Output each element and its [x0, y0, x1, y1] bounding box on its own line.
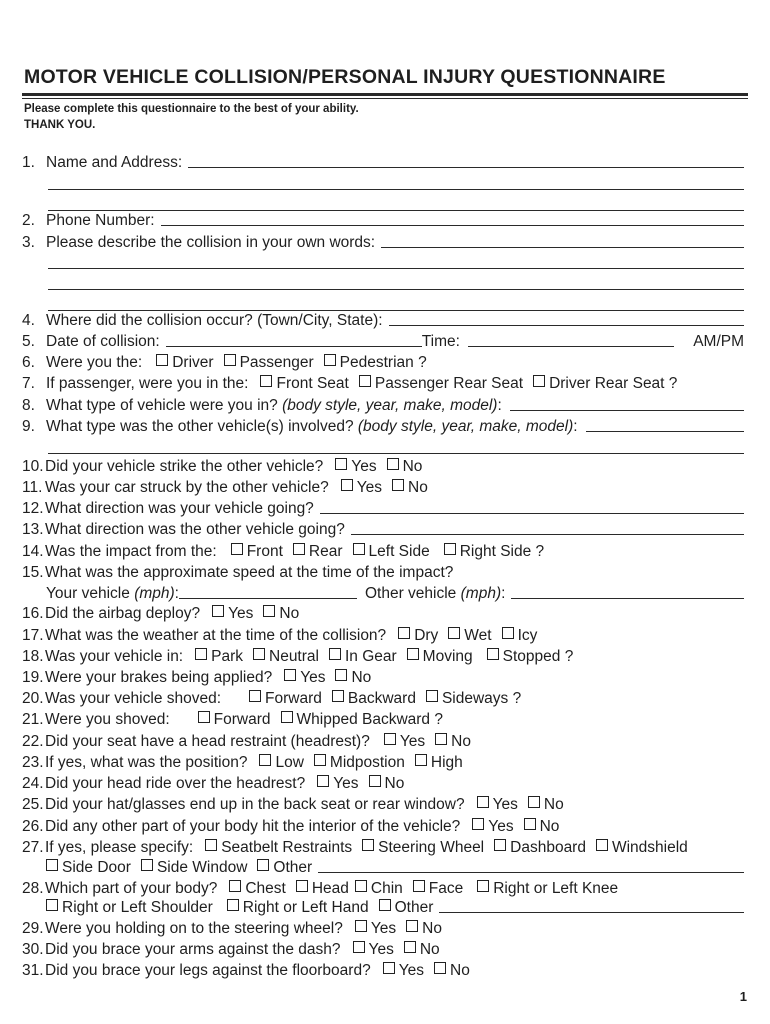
time-label: Time:	[421, 333, 460, 350]
q2-number: 2.	[22, 212, 35, 229]
option-pedestrian[interactable]: Pedestrian ?	[318, 355, 427, 371]
q30-label: Did you brace your arms against the dash?	[45, 941, 341, 958]
checkbox-icon[interactable]	[355, 880, 367, 892]
option-neutral[interactable]: Neutral	[247, 649, 319, 665]
q6-label: Were you the:	[46, 354, 143, 371]
date-field[interactable]	[166, 345, 422, 347]
q24-label: Did your head ride over the headrest?	[45, 775, 306, 792]
q22-number: 22.	[22, 733, 44, 750]
option-side-window[interactable]: Side Window	[135, 860, 247, 876]
checkbox-icon[interactable]	[341, 479, 353, 491]
checkbox-icon[interactable]	[415, 754, 427, 766]
checkbox-icon[interactable]	[355, 920, 367, 932]
checkbox-icon[interactable]	[477, 796, 489, 808]
question-18	[22, 644, 744, 665]
q1-continuation-1	[48, 172, 744, 193]
option-yes[interactable]: Yes	[471, 797, 518, 813]
option-left-side[interactable]: Left Side	[347, 544, 430, 560]
q13-label: What direction was the other vehicle going?	[45, 521, 345, 538]
option-dry[interactable]: Dry	[392, 628, 438, 644]
option-no[interactable]: No	[329, 670, 371, 686]
question-8: 8. What type of vehicle were you in? (body style, year, make, model) :	[22, 393, 744, 414]
q11-number: 11.	[22, 479, 43, 496]
name-address-field-2[interactable]	[48, 188, 744, 190]
question-14	[22, 539, 744, 560]
q14-number: 14.	[22, 543, 44, 560]
checkbox-icon[interactable]	[141, 859, 153, 871]
checkbox-icon[interactable]	[502, 627, 514, 639]
q12-number: 12.	[22, 500, 44, 517]
q18-number: 18.	[22, 648, 44, 665]
q9-label: What type was the other vehicle(s) involved?	[46, 418, 354, 435]
q1-label: Name and Address:	[46, 154, 183, 171]
checkbox-icon[interactable]	[195, 648, 207, 660]
option-dashboard[interactable]: Dashboard	[488, 840, 586, 856]
option-in-gear[interactable]: In Gear	[323, 649, 397, 665]
question-30	[22, 937, 744, 958]
q23-label: If yes, what was the position?	[45, 754, 248, 771]
checkbox-icon[interactable]	[205, 839, 217, 851]
checkbox-icon[interactable]	[281, 711, 293, 723]
option-hand[interactable]: Right or Left Hand	[221, 900, 369, 916]
option-no[interactable]: No	[428, 963, 470, 979]
option-other[interactable]: Other	[373, 900, 434, 916]
option-icy[interactable]: Icy	[496, 628, 538, 644]
checkbox-icon[interactable]	[392, 479, 404, 491]
checkbox-icon[interactable]	[335, 669, 347, 681]
q9-number: 9.	[22, 418, 35, 435]
page-number: 1	[739, 989, 747, 1004]
q11-label: Was your car struck by the other vehicle?	[45, 479, 329, 496]
q2-label: Phone Number:	[46, 212, 155, 229]
q28-number: 28.	[22, 880, 44, 897]
question-12	[22, 496, 744, 517]
checkbox-icon[interactable]	[379, 899, 391, 911]
checkbox-icon[interactable]	[227, 899, 239, 911]
q22-label: Did your seat have a head restraint (headrest)?	[45, 733, 370, 750]
question-2	[22, 208, 744, 229]
q26-number: 26.	[22, 818, 44, 835]
option-other[interactable]: Other	[251, 860, 312, 876]
q29-label: Were you holding on to the steering wheel?	[45, 920, 343, 937]
option-wet[interactable]: Wet	[442, 628, 491, 644]
question-3	[22, 230, 744, 251]
option-yes[interactable]: Yes	[206, 606, 253, 622]
q18-label: Was your vehicle in:	[45, 648, 184, 665]
other-direction-field[interactable]	[351, 533, 744, 535]
checkbox-icon[interactable]	[494, 839, 506, 851]
option-high[interactable]: High	[409, 755, 463, 771]
option-midposition[interactable]: Midpostion	[308, 755, 405, 771]
option-yes[interactable]: Yes	[349, 921, 396, 937]
option-no[interactable]: No	[381, 459, 423, 475]
q31-label: Did you brace your legs against the floorboard?	[45, 962, 371, 979]
q14-label: Was the impact from the:	[45, 543, 217, 560]
option-passenger[interactable]: Passenger	[218, 355, 314, 371]
q8-hint: (body style, year, make, model)	[282, 397, 498, 414]
intro-line-1: Please complete this questionnaire to the best of your ability.	[24, 103, 359, 115]
option-no[interactable]: No	[398, 942, 440, 958]
option-no[interactable]: No	[522, 797, 564, 813]
option-yes[interactable]: Yes	[329, 459, 376, 475]
option-no[interactable]: No	[518, 819, 560, 835]
your-direction-field[interactable]	[320, 512, 744, 514]
q28-label: Which part of your body?	[45, 880, 218, 897]
question-11	[22, 475, 744, 496]
q16-label: Did the airbag deploy?	[45, 605, 201, 622]
ampm-label: AM/PM	[693, 333, 744, 350]
question-23	[22, 750, 744, 771]
q10-number: 10.	[22, 458, 44, 475]
other-vehicle-label: Other vehicle	[364, 585, 457, 602]
q3-continuation-2	[48, 272, 744, 293]
checkbox-icon[interactable]	[487, 648, 499, 660]
option-no[interactable]: No	[257, 606, 299, 622]
q19-label: Were your brakes being applied?	[45, 669, 273, 686]
q7-number: 7.	[22, 375, 35, 392]
question-22	[22, 729, 744, 750]
checkbox-icon[interactable]	[257, 859, 269, 871]
option-windshield[interactable]: Windshield	[590, 840, 688, 856]
checkbox-icon[interactable]	[404, 941, 416, 953]
question-6	[22, 350, 744, 371]
option-sideways[interactable]: Sideways ?	[420, 691, 521, 707]
time-field[interactable]	[468, 345, 674, 347]
q8-number: 8.	[22, 397, 35, 414]
option-head[interactable]: Head	[290, 881, 349, 897]
your-vehicle-type-field[interactable]	[510, 409, 744, 411]
checkbox-icon[interactable]	[528, 796, 540, 808]
checkbox-icon[interactable]	[293, 543, 305, 555]
checkbox-icon[interactable]	[406, 920, 418, 932]
option-whipped-backward[interactable]: Whipped Backward ?	[275, 712, 443, 728]
option-no[interactable]: No	[386, 480, 428, 496]
checkbox-icon[interactable]	[353, 941, 365, 953]
other-vehicle-type-field[interactable]	[586, 430, 744, 432]
option-yes[interactable]: Yes	[377, 963, 424, 979]
q27-label: If yes, please specify:	[45, 839, 194, 856]
q5-label: Date of collision:	[46, 333, 160, 350]
collision-location-field[interactable]	[389, 324, 744, 326]
question-16	[22, 601, 744, 622]
q21-label: Were you shoved:	[45, 711, 170, 728]
checkbox-icon[interactable]	[335, 458, 347, 470]
checkbox-icon[interactable]	[212, 605, 224, 617]
option-no[interactable]: No	[363, 776, 405, 792]
question-19	[22, 665, 744, 686]
question-26	[22, 814, 744, 835]
checkbox-icon[interactable]	[477, 880, 489, 892]
option-face[interactable]: Face	[407, 881, 463, 897]
option-driver[interactable]: Driver	[150, 355, 213, 371]
q3-continuation-1	[48, 251, 744, 272]
question-7	[22, 371, 744, 392]
q3-label: Please describe the collision in your own words:	[46, 234, 376, 251]
collision-description-field[interactable]	[381, 246, 744, 248]
question-28	[22, 876, 744, 897]
q15-label: What was the approximate speed at the time of the impact?	[45, 564, 454, 581]
question-29	[22, 916, 744, 937]
checkbox-icon[interactable]	[156, 354, 168, 366]
question-4	[22, 308, 744, 329]
checkbox-icon[interactable]	[229, 880, 241, 892]
checkbox-icon[interactable]	[259, 754, 271, 766]
checkbox-icon[interactable]	[353, 543, 365, 555]
checkbox-icon[interactable]	[314, 754, 326, 766]
option-rear[interactable]: Rear	[287, 544, 343, 560]
q8-label: What type of vehicle were you in?	[46, 397, 278, 414]
checkbox-icon[interactable]	[263, 605, 275, 617]
q15-number: 15.	[22, 564, 44, 581]
title-rule-thick	[22, 93, 748, 96]
q23-number: 23.	[22, 754, 44, 771]
option-stopped[interactable]: Stopped ?	[481, 649, 574, 665]
checkbox-icon[interactable]	[426, 690, 438, 702]
option-shoulder[interactable]: Right or Left Shoulder	[40, 900, 213, 916]
checkbox-icon[interactable]	[434, 962, 446, 974]
option-forward[interactable]: Forward	[192, 712, 271, 728]
collision-description-field-3[interactable]	[48, 288, 744, 290]
q5-number: 5.	[22, 333, 35, 350]
option-chin[interactable]: Chin	[349, 881, 403, 897]
checkbox-icon[interactable]	[249, 690, 261, 702]
option-front[interactable]: Front	[225, 544, 283, 560]
checkbox-icon[interactable]	[387, 458, 399, 470]
option-driver-rear-seat[interactable]: Driver Rear Seat ?	[527, 376, 677, 392]
option-backward[interactable]: Backward	[326, 691, 416, 707]
checkbox-icon[interactable]	[524, 818, 536, 830]
q19-number: 19.	[22, 669, 44, 686]
q13-number: 13.	[22, 521, 44, 538]
q17-label: What was the weather at the time of the collision?	[45, 627, 387, 644]
option-no[interactable]: No	[429, 734, 471, 750]
q24-number: 24.	[22, 775, 44, 792]
q28-options-row-2	[46, 895, 744, 916]
checkbox-icon[interactable]	[46, 899, 58, 911]
checkbox-icon[interactable]	[46, 859, 58, 871]
q15-speeds: Your vehicle (mph) : Other vehicle (mph) :	[46, 581, 744, 602]
checkbox-icon[interactable]	[369, 775, 381, 787]
q4-label: Where did the collision occur? (Town/City, State):	[46, 312, 383, 329]
name-address-field[interactable]	[188, 166, 744, 168]
checkbox-icon[interactable]	[398, 627, 410, 639]
q9-hint: (body style, year, make, model)	[357, 418, 574, 435]
option-yes[interactable]: Yes	[466, 819, 513, 835]
option-moving[interactable]: Moving	[401, 649, 473, 665]
your-speed-field[interactable]	[179, 597, 357, 599]
intro-line-2: THANK YOU.	[24, 119, 96, 131]
checkbox-icon[interactable]	[284, 669, 296, 681]
q10-label: Did your vehicle strike the other vehicle?	[45, 458, 324, 475]
checkbox-icon[interactable]	[253, 648, 265, 660]
checkbox-icon[interactable]	[231, 543, 243, 555]
option-side-door[interactable]: Side Door	[40, 860, 131, 876]
question-13	[22, 517, 744, 538]
option-no[interactable]: No	[400, 921, 442, 937]
question-15	[22, 560, 744, 581]
q17-number: 17.	[22, 627, 44, 644]
option-right-side[interactable]: Right Side ?	[438, 544, 544, 560]
option-park[interactable]: Park	[189, 649, 243, 665]
q3-number: 3.	[22, 234, 35, 251]
q1-number: 1.	[22, 154, 35, 171]
question-25	[22, 792, 744, 813]
option-knee[interactable]: Right or Left Knee	[471, 881, 618, 897]
q27-options-row-2	[46, 855, 744, 876]
option-yes[interactable]: Yes	[278, 670, 325, 686]
checkbox-icon[interactable]	[324, 354, 336, 366]
question-31	[22, 958, 744, 979]
q31-number: 31.	[22, 962, 44, 979]
checkbox-icon[interactable]	[260, 375, 272, 387]
q25-label: Did your hat/glasses end up in the back seat or rear window?	[45, 796, 465, 813]
q27-number: 27.	[22, 839, 44, 856]
checkbox-icon[interactable]	[448, 627, 460, 639]
q20-label: Was your vehicle shoved:	[45, 690, 222, 707]
q20-number: 20.	[22, 690, 44, 707]
question-5	[22, 329, 744, 350]
option-steering-wheel[interactable]: Steering Wheel	[356, 840, 484, 856]
q25-number: 25.	[22, 796, 44, 813]
checkbox-icon[interactable]	[444, 543, 456, 555]
checkbox-icon[interactable]	[413, 880, 425, 892]
option-front-seat[interactable]: Front Seat	[254, 376, 348, 392]
option-yes[interactable]: Yes	[311, 776, 358, 792]
checkbox-icon[interactable]	[596, 839, 608, 851]
other-interior-field[interactable]	[318, 871, 744, 873]
q7-label: If passenger, were you in the:	[46, 375, 249, 392]
question-1	[22, 150, 744, 171]
q21-number: 21.	[22, 711, 44, 728]
option-chest[interactable]: Chest	[223, 881, 286, 897]
q29-number: 29.	[22, 920, 44, 937]
your-vehicle-label: Your vehicle	[46, 585, 130, 602]
checkbox-icon[interactable]	[384, 733, 396, 745]
other-speed-field[interactable]	[511, 597, 744, 599]
checkbox-icon[interactable]	[198, 711, 210, 723]
q4-number: 4.	[22, 312, 35, 329]
other-body-part-field[interactable]	[439, 911, 744, 913]
collision-description-field-2[interactable]	[48, 267, 744, 269]
title-rule-thin	[22, 98, 748, 99]
question-20	[22, 686, 744, 707]
checkbox-icon[interactable]	[533, 375, 545, 387]
checkbox-icon[interactable]	[435, 733, 447, 745]
q16-number: 16.	[22, 605, 44, 622]
q12-label: What direction was your vehicle going?	[45, 500, 314, 517]
question-10	[22, 454, 744, 475]
checkbox-icon[interactable]	[407, 648, 419, 660]
option-yes[interactable]: Yes	[378, 734, 425, 750]
q26-label: Did any other part of your body hit the interior of the vehicle?	[45, 818, 461, 835]
question-17	[22, 623, 744, 644]
checkbox-icon[interactable]	[359, 375, 371, 387]
question-27	[22, 835, 744, 856]
checkbox-icon[interactable]	[332, 690, 344, 702]
checkbox-icon[interactable]	[362, 839, 374, 851]
checkbox-icon[interactable]	[296, 880, 308, 892]
option-passenger-rear-seat[interactable]: Passenger Rear Seat	[353, 376, 523, 392]
q6-number: 6.	[22, 354, 35, 371]
checkbox-icon[interactable]	[472, 818, 484, 830]
checkbox-icon[interactable]	[329, 648, 341, 660]
option-low[interactable]: Low	[253, 755, 303, 771]
checkbox-icon[interactable]	[224, 354, 236, 366]
option-yes[interactable]: Yes	[347, 942, 394, 958]
question-9: 9. What type was the other vehicle(s) involved? (body style, year, make, model) :	[22, 414, 744, 435]
question-24	[22, 771, 744, 792]
question-21	[22, 707, 744, 728]
q30-number: 30.	[22, 941, 44, 958]
option-seatbelt-restraints[interactable]: Seatbelt Restraints	[199, 840, 352, 856]
checkbox-icon[interactable]	[317, 775, 329, 787]
option-forward[interactable]: Forward	[243, 691, 322, 707]
checkbox-icon[interactable]	[383, 962, 395, 974]
option-yes[interactable]: Yes	[335, 480, 382, 496]
page-title: MOTOR VEHICLE COLLISION/PERSONAL INJURY QUESTIONNAIRE	[24, 66, 666, 88]
phone-field[interactable]	[161, 224, 744, 226]
